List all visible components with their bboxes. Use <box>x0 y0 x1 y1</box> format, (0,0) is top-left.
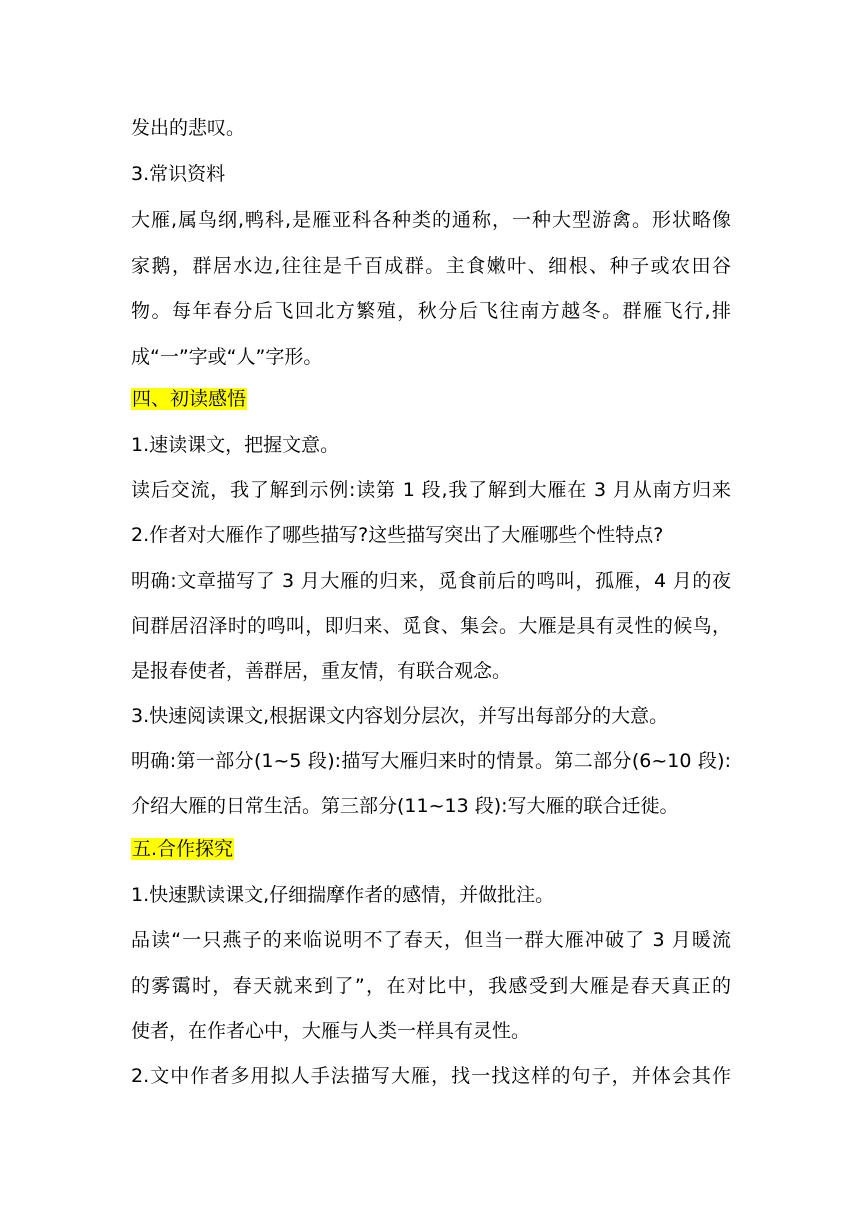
text-line: 成“一”字或“人”字形。 <box>131 346 323 368</box>
text-line: 的雾霭时，春天就来到了”，在对比中，我感受到大雁是春天真正的 <box>131 975 731 997</box>
text-line: 明确:第一部分(1~5 段):描写大雁归来时的情景。第二部分(6~10 段): <box>131 750 731 772</box>
text-line: 物。每年春分后飞回北方繁殖，秋分后飞往南方越冬。群雁飞行,排 <box>131 300 731 322</box>
highlight-mark: 五.合作探究 <box>132 838 234 860</box>
text-line: 介绍大雁的日常生活。第三部分(11~13 段):写大雁的联合迁徙。 <box>131 795 679 817</box>
text-line: 品读“一只燕子的来临说明不了春天，但当一群大雁冲破了 3 月暖流 <box>131 929 731 951</box>
question-line: 2.文中作者多用拟人手法描写大雁，找一找这样的句子，并体会其作 <box>131 1065 731 1087</box>
section-heading: 1.速读课文，把握文意。 <box>131 434 340 456</box>
question-line: 2.作者对大雁作了哪些描写?这些描写突出了大雁哪些个性特点? <box>131 524 664 546</box>
section-heading: 3.常识资料 <box>131 163 226 185</box>
question-line: 1.快速默读课文,仔细揣摩作者的感情，并做批注。 <box>131 884 555 906</box>
text-line: 间群居沼泽时的鸣叫，即归来、觅食、集会。大雁是具有灵性的候鸟， <box>131 615 731 637</box>
highlight-mark: 四、初读感悟 <box>132 388 247 410</box>
text-line: 大雁,属鸟纲,鸭科,是雁亚科各种类的通称，一种大型游禽。形状略像 <box>131 209 731 231</box>
text-line: 明确:文章描写了 3 月大雁的归来，觅食前后的鸣叫，孤雁，4 月的夜 <box>131 570 731 592</box>
text-line: 读后交流，我了解到示例:读第 1 段,我了解到大雁在 3 月从南方归来 <box>131 479 731 501</box>
section-heading-highlighted <box>131 836 731 862</box>
text-line: 使者，在作者心中，大雁与人类一样具有灵性。 <box>131 1020 531 1042</box>
text-line: 发出的悲叹。 <box>131 117 246 139</box>
section-heading-highlighted <box>131 386 731 412</box>
question-line: 3.快速阅读课文,根据课文内容划分层次，并写出每部分的大意。 <box>131 705 669 727</box>
text-line: 家鹅，群居水边,往往是千百成群。主食嫩叶、细根、种子或农田谷 <box>131 255 731 277</box>
text-line: 是报春使者，善群居，重友情，有联合观念。 <box>131 660 512 682</box>
